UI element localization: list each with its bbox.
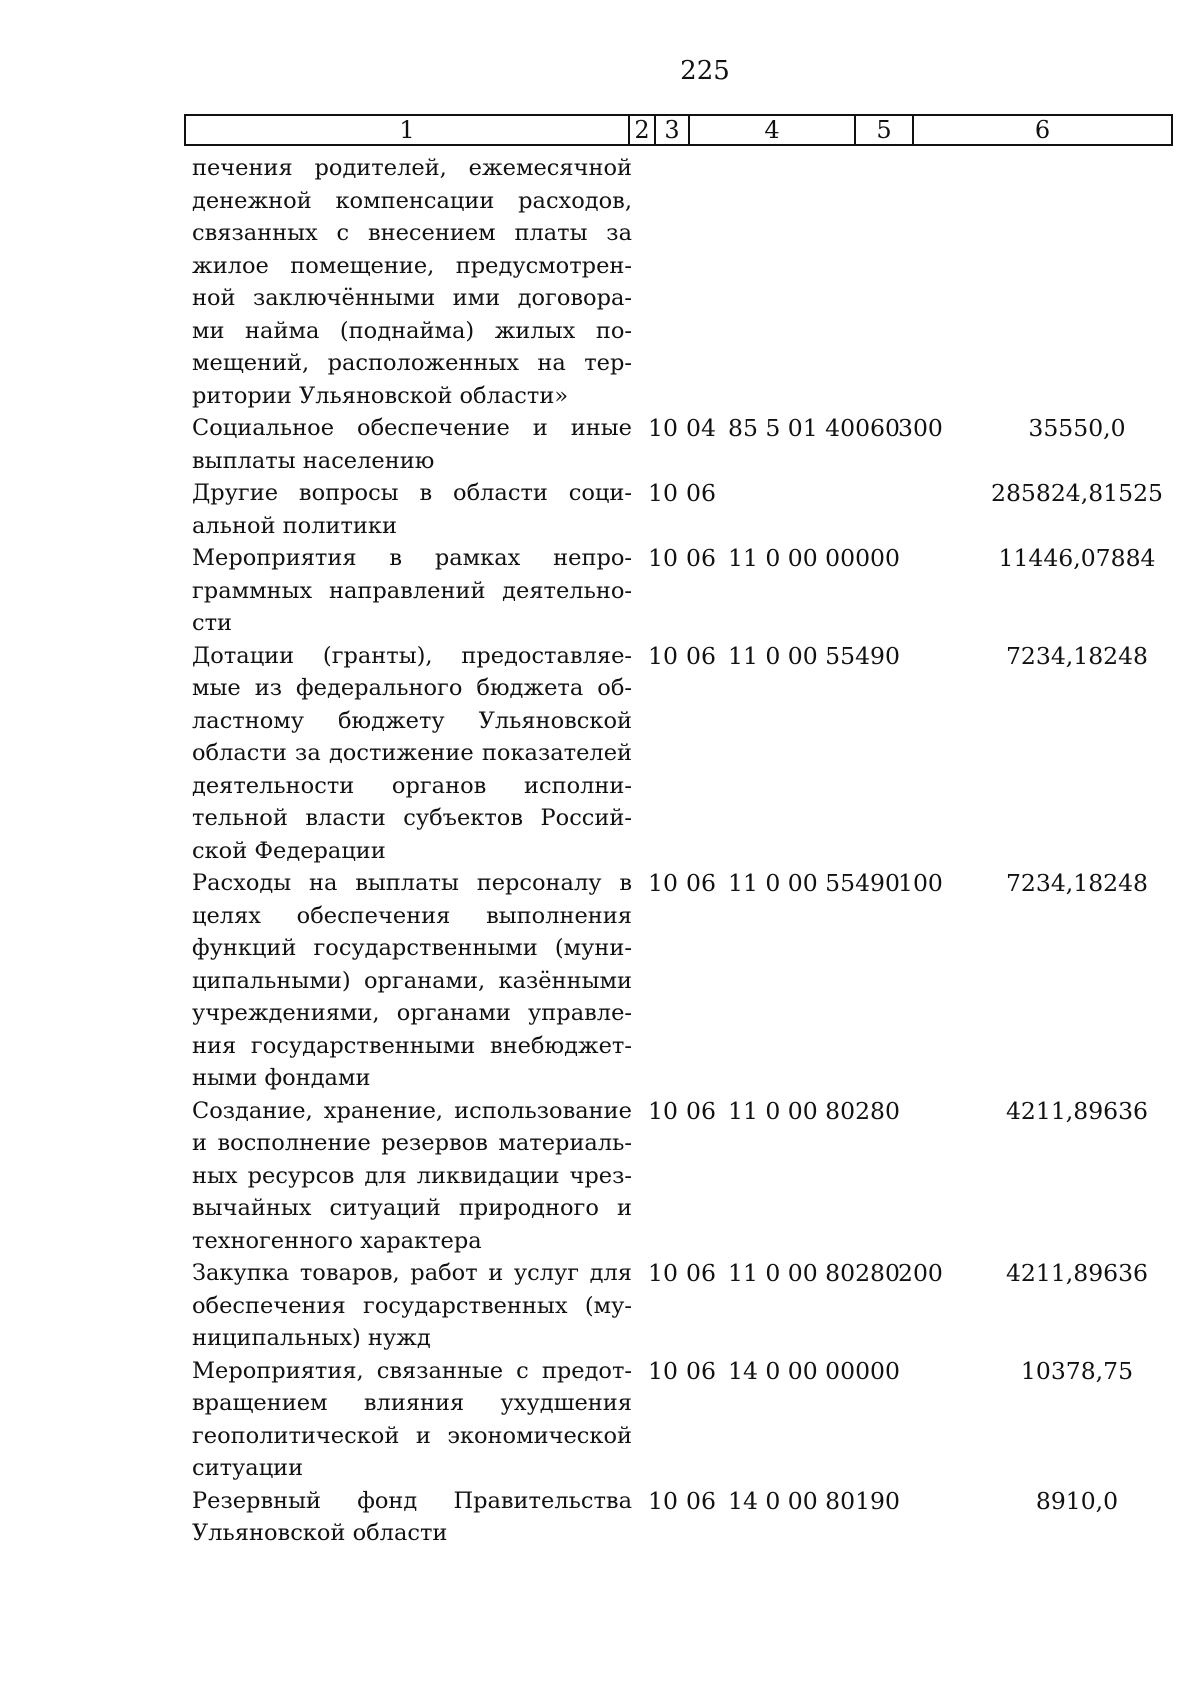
row-description-line: Дотации (гранты), предоставляе- [192,642,632,669]
row-description-line: деятельности органов исполни- [192,772,632,799]
row-description-line: Ульяновской области [192,1520,448,1546]
amount: 8910,0 [1035,1486,1119,1515]
row-description-line: ской Федерации [192,837,386,864]
table-row [192,1355,1192,1485]
target-article-code: 14 0 00 80190 [728,1486,900,1515]
row-description-line: Расходы на выплаты персоналу в [192,870,632,896]
row-description [192,152,632,412]
row-description-line: вращением влияния ухудшения [192,1390,632,1416]
target-article-code: 85 5 01 40060 [728,414,900,442]
expense-type-code: 200 [898,1259,943,1287]
subsection-code: 06 [686,1096,716,1125]
row-description-line: граммных направлений деятельно- [192,577,632,604]
table-row [192,1485,1192,1550]
row-description-line: Закупка товаров, работ и услуг для [192,1260,632,1286]
section-code: 10 [648,479,678,507]
row-description-line: Мероприятия в рамках непро- [192,545,632,571]
column-header-2: 2 [629,115,655,145]
row-description [192,1257,632,1355]
row-description-line: техногенного характера [192,1227,482,1254]
row-description-line: целях обеспечения выполнения [192,902,632,929]
section-code: 10 [648,869,678,897]
row-description-line: Резервный фонд Правительства [192,1487,632,1514]
column-header-6: 6 [913,115,1172,145]
row-description-line: тельной власти субъектов Россий- [192,805,632,831]
row-description-line: Другие вопросы в области соци- [192,480,632,506]
expense-type-code: 100 [898,869,943,897]
subsection-code: 06 [686,641,716,670]
row-description-line: функций государственными (муни- [192,935,632,961]
subsection-code: 06 [686,869,716,897]
row-description-line: денежной компенсации расходов, [192,187,632,214]
column-header-table [184,114,1173,146]
row-description-line: и восполнение резервов материаль- [192,1130,632,1156]
column-header-3: 3 [655,115,689,145]
subsection-code: 06 [686,1356,716,1385]
row-description-line: выплаты населению [192,447,435,474]
subsection-code: 06 [686,1259,716,1287]
subsection-code: 06 [686,1486,716,1515]
section-code: 10 [648,641,678,670]
table-row [192,1257,1192,1355]
table-row [192,542,1192,640]
row-description-line: связанных с внесением платы за [192,220,632,246]
row-description-line: обеспечения государственных (му- [192,1292,632,1319]
amount: 7234,18248 [1005,869,1149,897]
column-header-row [185,115,1172,145]
column-header-5: 5 [855,115,913,145]
amount: 11446,07884 [998,544,1156,572]
amount: 4211,89636 [1005,1259,1149,1287]
amount: 35550,0 [1028,414,1126,442]
section-code: 10 [648,1356,678,1385]
target-article-code: 14 0 00 00000 [728,1356,900,1385]
section-code: 10 [648,414,678,442]
table-row [192,1095,1192,1258]
section-code: 10 [648,1096,678,1125]
row-description [192,542,632,640]
amount: 285824,81525 [991,479,1163,507]
row-description-line: жилое помещение, предусмотрен- [192,252,632,279]
table-row [192,412,1192,477]
row-description-line: альной политики [192,512,397,539]
row-description [192,867,632,1095]
table-row [192,867,1192,1095]
target-article-code: 11 0 00 80280 [728,1259,900,1287]
row-description-line: учреждениями, органами управле- [192,1000,632,1026]
row-description [192,1355,632,1485]
target-article-code: 11 0 00 00000 [728,544,900,572]
row-description-line: ситуации [192,1455,304,1481]
row-description-line: ниципальных) нужд [192,1325,431,1351]
row-description-line: вычайных ситуаций природного и [192,1195,632,1221]
row-description-line: ной заключёнными ими договора- [192,285,632,311]
row-description [192,477,632,542]
row-description-line: области за достижение показателей [192,740,632,766]
amount: 4211,89636 [1005,1096,1149,1125]
section-code: 10 [648,1486,678,1515]
row-description [192,412,632,477]
section-code: 10 [648,544,678,572]
amount: 7234,18248 [1005,641,1149,670]
row-description-line: мые из федерального бюджета об- [192,675,632,701]
subsection-code: 06 [686,479,716,507]
row-description-line: ния государственными внебюджет- [192,1032,632,1059]
row-description-line: ными фондами [192,1065,371,1091]
row-description [192,1485,632,1550]
amount: 10378,75 [1020,1356,1134,1385]
row-description-line: геополитической и экономической [192,1422,632,1449]
row-description-line: Создание, хранение, использование [192,1097,632,1124]
column-header-4: 4 [689,115,855,145]
row-description-line: печения родителей, ежемесячной [192,155,632,181]
target-article-code: 11 0 00 80280 [728,1096,900,1125]
budget-table-body [192,152,1192,1550]
target-article-code: 11 0 00 55490 [728,641,900,670]
column-header-1: 1 [185,115,629,145]
target-article-code: 11 0 00 55490 [728,869,900,897]
row-description-line: ципальными) органами, казёнными [192,967,632,994]
row-description-line: Мероприятия, связанные с предот- [192,1357,632,1384]
subsection-code: 04 [686,414,716,442]
row-description-line: ми найма (поднайма) жилых по- [192,317,632,344]
row-description-line: сти [192,610,233,636]
row-description-line: ных ресурсов для ликвидации чрез- [192,1162,632,1189]
subsection-code: 06 [686,544,716,572]
page-number: 225 [680,56,730,86]
row-description [192,640,632,868]
row-description-line: Социальное обеспечение и иные [192,415,632,441]
expense-type-code: 300 [898,414,943,442]
row-description-line: ластному бюджету Ульяновской [192,707,632,734]
table-row [192,152,1192,412]
row-description-line: мещений, расположенных на тер- [192,350,632,376]
table-row [192,640,1192,868]
section-code: 10 [648,1259,678,1287]
row-description [192,1095,632,1258]
table-row [192,477,1192,542]
row-description-line: ритории Ульяновской области» [192,382,569,409]
